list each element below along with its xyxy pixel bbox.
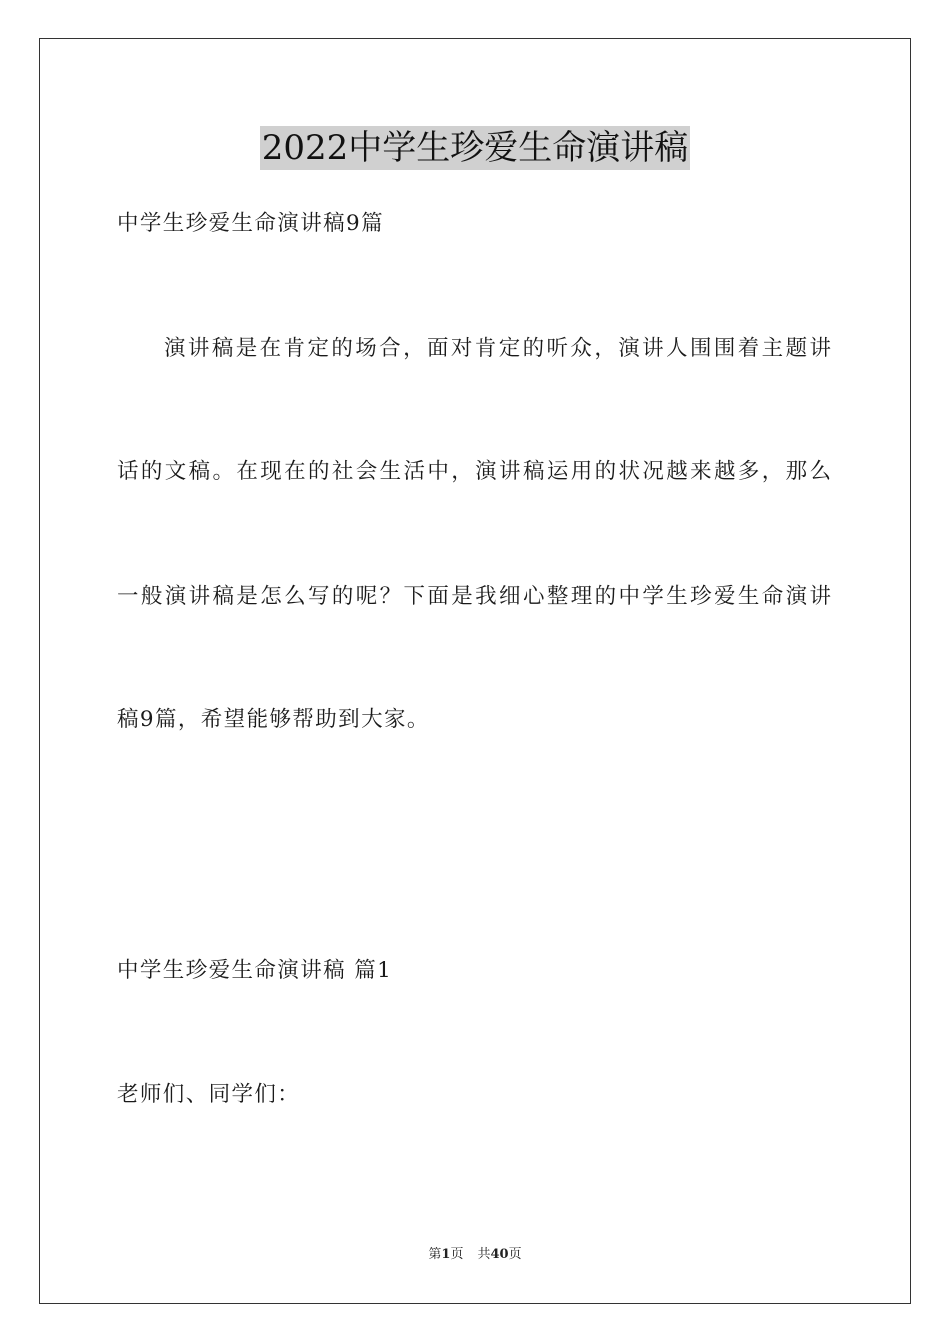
footer-page-total: 40 — [490, 1247, 509, 1262]
page-footer — [0, 1246, 950, 1264]
intro-paragraph-line-4: 稿9篇，希望能够帮助到大家。 — [117, 707, 430, 732]
footer-page-current: 1 — [441, 1247, 451, 1262]
title-container — [0, 126, 950, 170]
footer-total-prefix: 共 — [477, 1247, 491, 1262]
footer-total-suffix: 页 — [508, 1247, 522, 1262]
intro-paragraph-line-3: 一般演讲稿是怎么写的呢？下面是我细心整理的中学生珍爱生命演讲 — [117, 584, 831, 609]
document-title: 2022中学生珍爱生命演讲稿 — [261, 128, 689, 168]
intro-paragraph-line-1: 演讲稿是在肯定的场合，面对肯定的听众，演讲人围围着主题讲 — [164, 336, 831, 361]
salutation: 老师们、同学们： — [117, 1082, 301, 1107]
document-subtitle: 中学生珍爱生命演讲稿9篇 — [117, 211, 384, 236]
intro-paragraph-line-2: 话的文稿。在现在的社会生活中，演讲稿运用的状况越来越多，那么 — [117, 459, 831, 484]
footer-page-prefix: 第 — [428, 1247, 442, 1262]
footer-page-suffix: 页 — [450, 1247, 464, 1262]
section-heading: 中学生珍爱生命演讲稿 篇1 — [117, 958, 393, 983]
